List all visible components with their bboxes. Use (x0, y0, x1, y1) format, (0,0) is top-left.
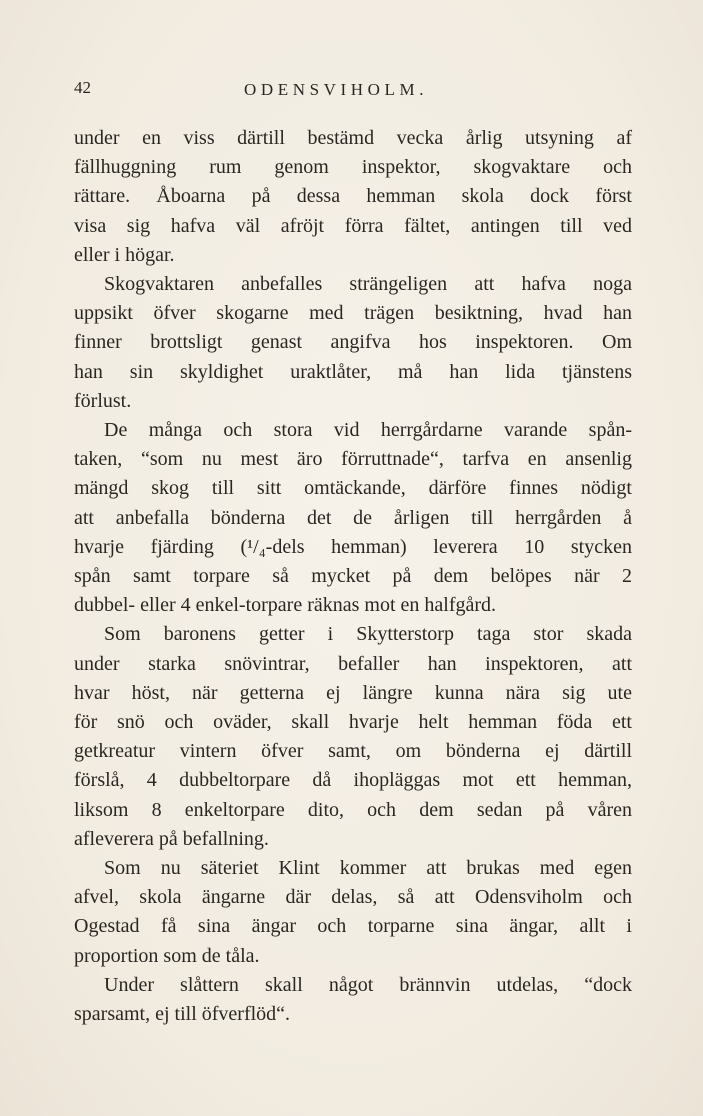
text-line: Under slåttern skall något brännvin utdelas, “dock (104, 973, 632, 996)
page-number: 42 (74, 78, 91, 97)
text-line: sparsamt, ej till öfverflöd“. (74, 1003, 291, 1026)
paragraph (74, 270, 632, 416)
paragraph (74, 854, 632, 971)
text-line: Ogestad få sina ängar och torparne sina ängar, allt i (74, 915, 632, 938)
text-line: uppsikt öfver skogarne med trägen besiktning, hvad han (74, 302, 632, 325)
text-line: han sin skyldighet uraktlåter, må han lida tjänstens (74, 360, 632, 383)
text-line: hvar höst, när getterna ej längre kunna nära sig ute (74, 681, 632, 704)
text-line: Skogvaktaren anbefalles strängeligen att hafva noga (104, 273, 632, 296)
text-line: taken, “som nu mest äro förruttnade“, tarfva en ansenlig (74, 448, 632, 471)
running-title: ODENSVIHOLM. (244, 80, 429, 99)
text-line: att anbefalla bönderna det de årligen till herrgården å (74, 506, 632, 529)
body-text (74, 124, 632, 1029)
text-line: proportion som de tåla. (74, 944, 260, 967)
text-line: Som nu säteriet Klint kommer att brukas med egen (104, 857, 632, 880)
text-line: Som baronens getter i Skytterstorp taga stor skada (104, 623, 632, 646)
paragraph (74, 416, 632, 620)
text-line: finner brottsligt genast angifva hos inspektoren. Om (74, 331, 632, 354)
text-line: förlust. (74, 389, 132, 412)
text-line: mängd skog till sitt omtäckande, därföre finnes nödigt (74, 477, 632, 500)
text-line: getkreatur vintern öfver samt, om bönderna ej därtill (74, 740, 632, 763)
paragraph (74, 971, 632, 1029)
text-line: under starka snövintrar, befaller han inspektoren, att (74, 652, 632, 675)
text-line: för snö och oväder, skall hvarje helt hemman föda ett (74, 711, 632, 734)
text-line: De många och stora vid herrgårdarne varande spån- (104, 419, 632, 442)
page-header (74, 78, 634, 106)
text-line: förslå, 4 dubbeltorpare då ihopläggas mot ett hemman, (74, 769, 632, 792)
text-line: visa sig hafva väl afröjt förra fältet, antingen till ved (74, 214, 632, 237)
text-line: afleverera på befallning. (74, 827, 269, 850)
text-line: fällhuggning rum genom inspektor, skogvaktare och (74, 156, 632, 179)
text-line: dubbel- eller 4 enkel-torpare räknas mot en halfgård. (74, 594, 497, 617)
text-line: afvel, skola ängarne där delas, så att Odensviholm och (74, 886, 632, 909)
text-line: under en viss därtill bestämd vecka årlig utsyning af (74, 127, 632, 149)
text-line: liksom 8 enkeltorpare dito, och dem sedan på våren (74, 798, 632, 821)
text-line: hvarje fjärding (¹/₄-dels hemman) leverera 10 stycken (74, 535, 632, 558)
text-line: spån samt torpare så mycket på dem belöpes när 2 (74, 565, 632, 588)
text-line: eller i högar. (74, 243, 175, 266)
text-line: rättare. Åboarna på dessa hemman skola dock först (74, 185, 632, 208)
paragraph (74, 620, 632, 854)
paragraph (74, 124, 632, 270)
